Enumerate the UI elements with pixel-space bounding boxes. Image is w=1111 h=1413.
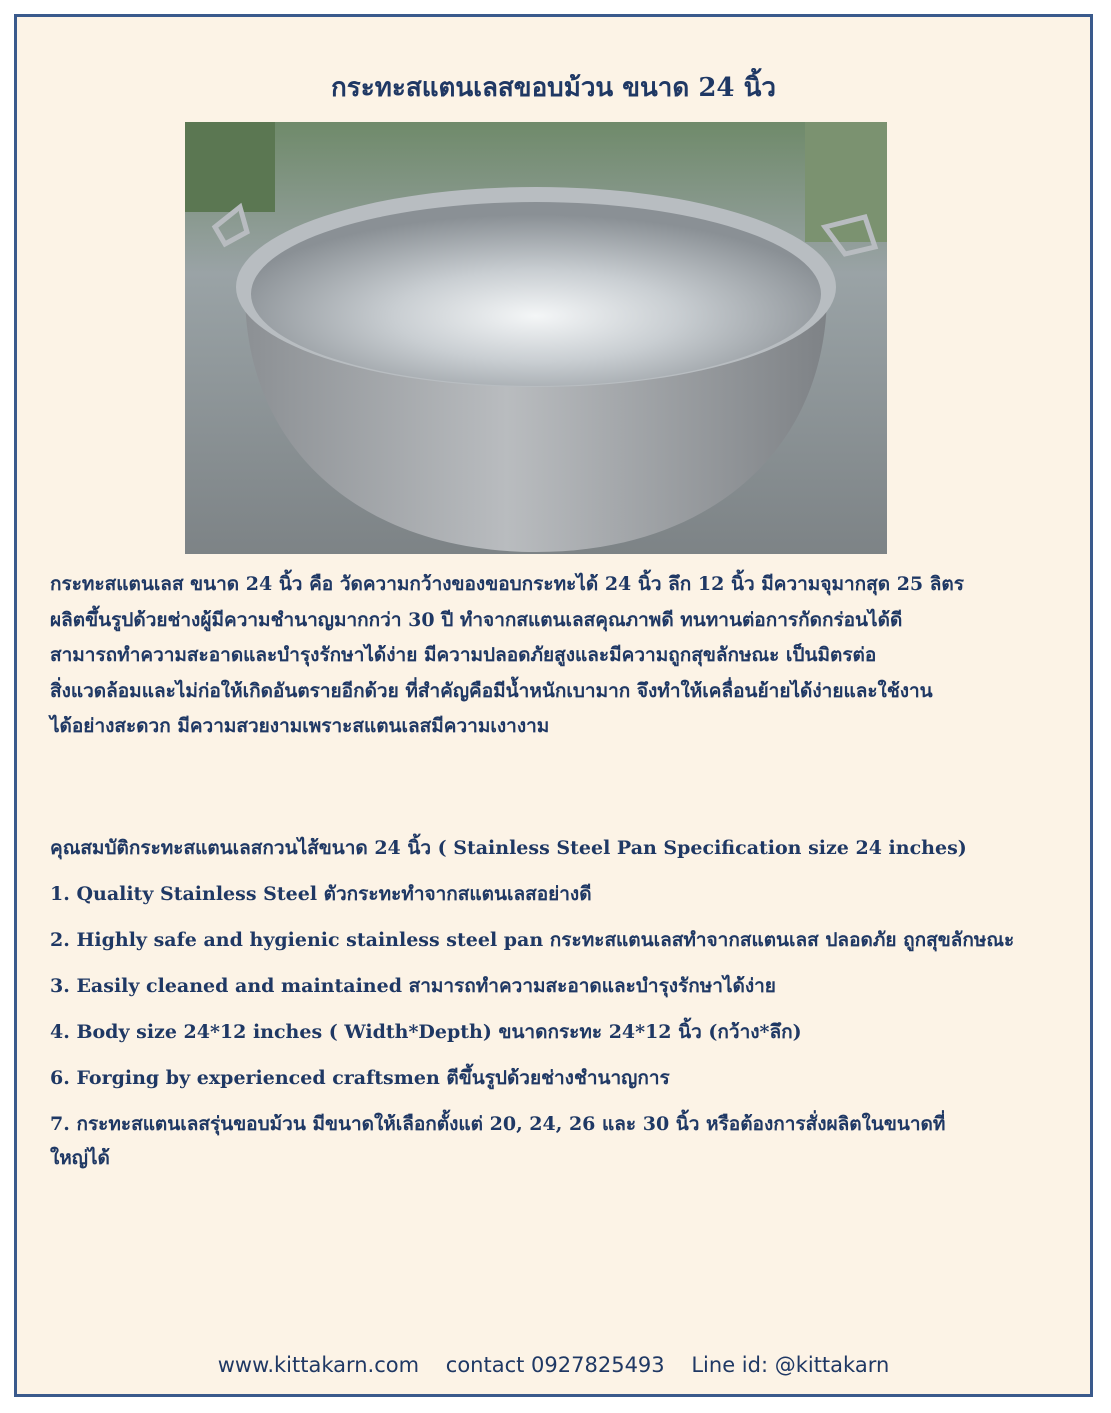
description-line: สิ่งแวดล้อมและไม่ก่อให้เกิดอันตรายอีกด้วย ที่สำคัญคือมีน้ำหนักเบามาก จึงทำให้เคลื่อนย้ายได้ง่ายและใช้งาน xyxy=(50,679,933,702)
description xyxy=(50,567,1060,745)
specifications-heading: คุณสมบัติกระทะสแตนเลสกวนไส้ขนาด 24 นิ้ว ( Stainless Steel Pan Specification size 24 inches) xyxy=(50,837,967,859)
page-title: กระทะสแตนเลสขอบม้วน ขนาด 24 นิ้ว xyxy=(331,73,776,103)
description-line: สามารถทำความสะอาดและบำรุงรักษาได้ง่าย มีความปลอดภัยสูงและมีความถูกสุขลักษณะ เป็นมิตรต่อ xyxy=(50,644,877,666)
line-id: Line id: @kittakarn xyxy=(691,1353,890,1377)
spec-item: 6. Forging by experienced craftsmen ตีขึ้นรูปด้วยช่างชำนาญการ xyxy=(50,1067,670,1089)
spec-item: 4. Body size 24*12 inches ( Width*Depth) ขนาดกระทะ 24*12 นิ้ว (กว้าง*ลึก) xyxy=(50,1021,802,1043)
description-line: ผลิตขึ้นรูปด้วยช่างผู้มีความชำนาญมากกว่า 30 ปี ทำจากสแตนเลสคุณภาพดี ทนทานต่อการกัดกร่อนได้ดี xyxy=(50,608,903,631)
specifications xyxy=(50,831,1060,1187)
spec-item: 3. Easily cleaned and maintained สามารถทำความสะอาดและบำรุงรักษาได้ง่าย xyxy=(50,975,776,997)
description-line: ได้อย่างสะดวก มีความสวยงามเพราะสแตนเลสมีความเงางาม xyxy=(50,715,550,737)
website-link[interactable]: www.kittakarn.com xyxy=(217,1353,420,1377)
spec-item: 1. Quality Stainless Steel ตัวกระทะทำจากสแตนเลสอย่างดี xyxy=(50,883,592,905)
spec-item: 7. กระทะสแตนเลสรุ่นขอบม้วน มีขนาดให้เลือกตั้งแต่ 20, 24, 26 และ 30 นิ้ว หรือต้องการสั่งผลิตในขนาดที่ xyxy=(50,1113,946,1135)
spec-item-continued: ใหญ่ได้ xyxy=(50,1147,110,1169)
product-photo xyxy=(185,122,887,554)
spec-item: 2. Highly safe and hygienic stainless steel pan กระทะสแตนเลสทำจากสแตนเลส ปลอดภัย ถูกสุขลักษณะ xyxy=(50,929,1015,951)
description-line: กระทะสแตนเลส ขนาด 24 นิ้ว คือ วัดความกว้างของขอบกระทะได้ 24 นิ้ว ลึก 12 นิ้ว มีความจุมากสุด 25 ลิตร xyxy=(50,573,964,595)
contact-phone: contact 0927825493 xyxy=(445,1353,665,1377)
document-page xyxy=(14,14,1093,1397)
contact-footer xyxy=(17,1353,1090,1377)
